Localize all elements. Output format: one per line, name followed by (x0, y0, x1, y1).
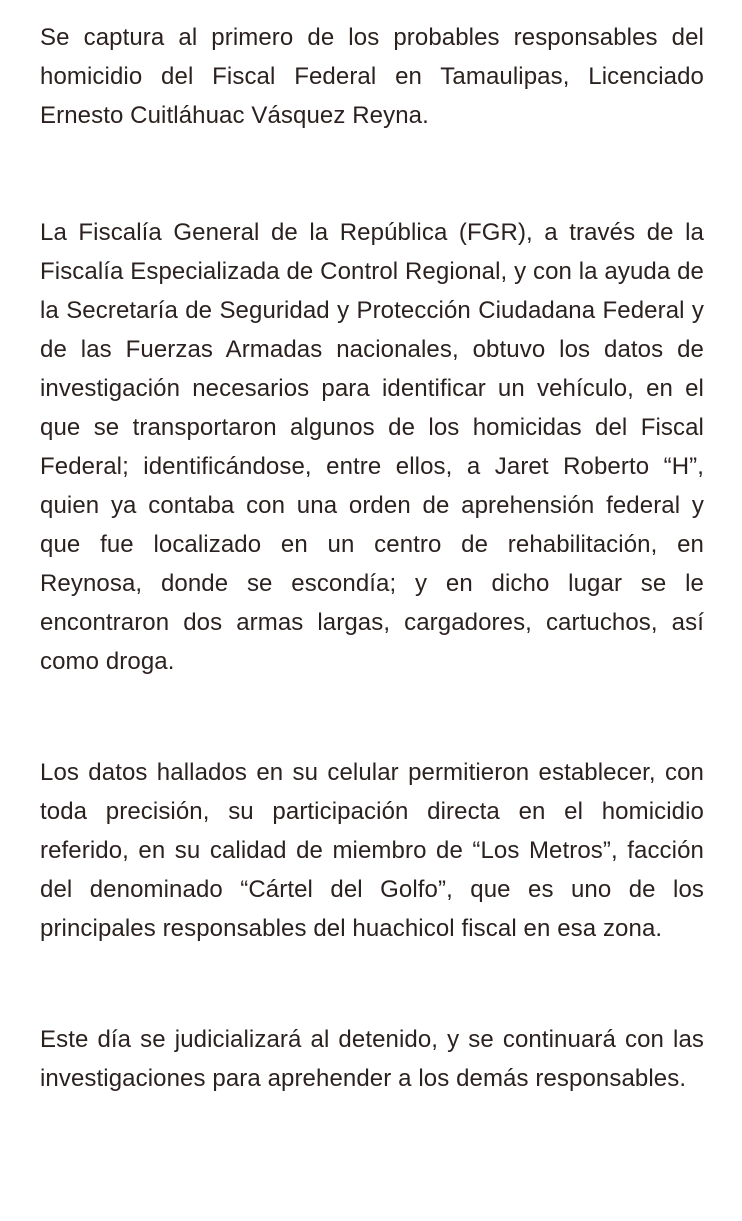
document-body (40, 18, 704, 1098)
paragraph-next-steps: Este día se judicializará al detenido, y se continuará con las investigaciones para aprehender a los demás responsables. (40, 1026, 704, 1092)
paragraph-phone-evidence: Los datos hallados en su celular permitieron establecer, con toda precisión, su participación directa en el homicidio referido, en su calidad de miembro de “Los Metros”, facción del denominado “Cártel del Golfo”, que es uno de los principales responsables del huachicol fiscal en esa zona. (40, 759, 704, 942)
paragraph-investigation-details: La Fiscalía General de la República (FGR), a través de la Fiscalía Especializada de Control Regional, y con la ayuda de la Secretaría de Seguridad y Protección Ciudadana Federal y de las Fuerzas Armadas nacionales, obtuvo los datos de investigación necesarios para identificar un vehículo, en el que se transportaron algunos de los homicidas del Fiscal Federal; identificándose, entre ellos, a Jaret Roberto “H”, quien ya contaba con una orden de aprehensión federal y que fue localizado en un centro de rehabilitación, en Reynosa, donde se escondía; y en dicho lugar se le encontraron dos armas largas, cargadores, cartuchos, así como droga. (40, 219, 704, 675)
paragraph-arrest-announcement: Se captura al primero de los probables responsables del homicidio del Fiscal Federal en Tamaulipas, Licenciado Ernesto Cuitláhuac Vásquez Reyna. (40, 24, 704, 129)
